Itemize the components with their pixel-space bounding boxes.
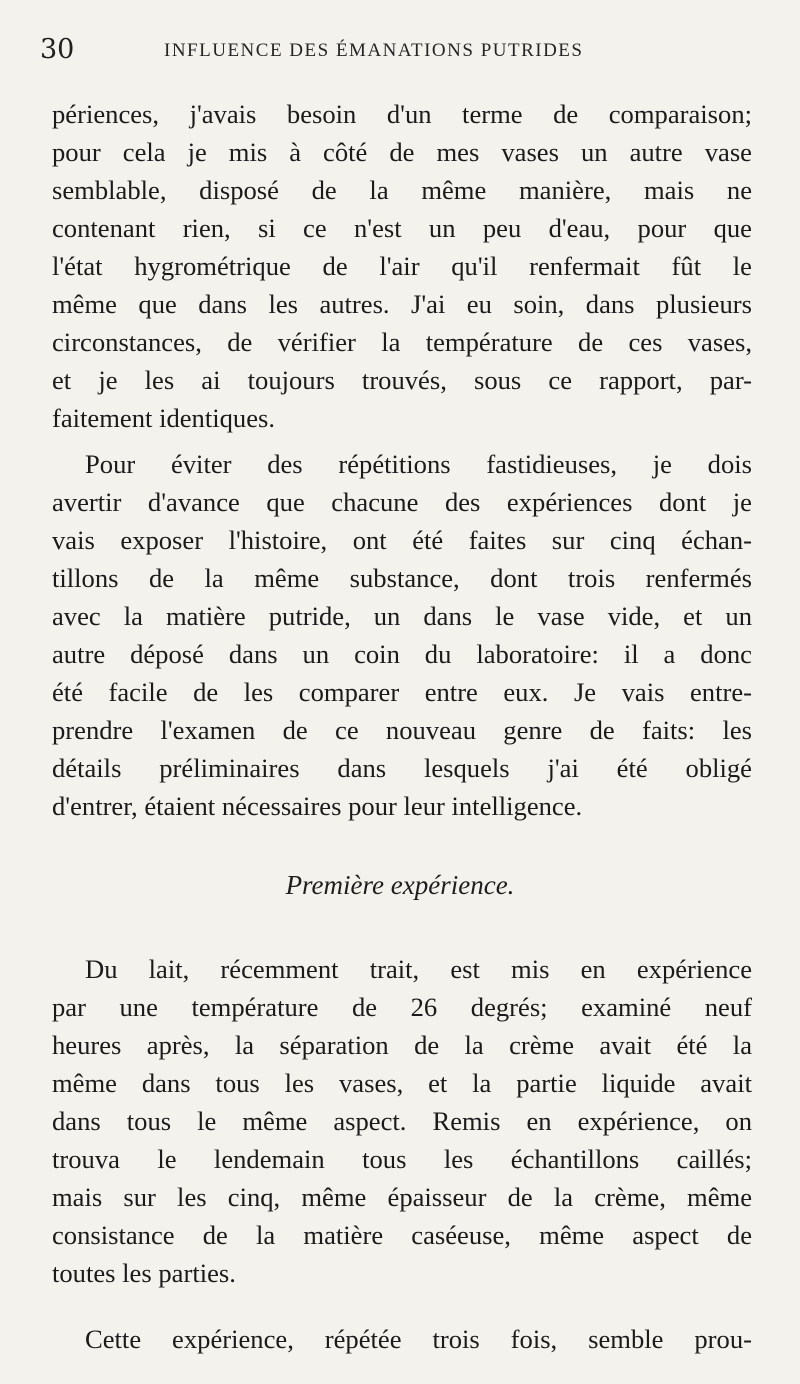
text-line: détails préliminaires dans lesquels j'ai été obligé <box>52 753 752 783</box>
text-line: Cette expérience, répétée trois fois, semble prou- <box>85 1324 752 1354</box>
text-line: mais sur les cinq, même épaisseur de la crème, même <box>52 1182 752 1212</box>
text-line: même que dans les autres. J'ai eu soin, dans plusieurs <box>52 289 752 319</box>
paragraph-1 <box>52 95 752 437</box>
text-line: heures après, la séparation de la crème avait été la <box>52 1030 752 1060</box>
paragraph-2 <box>52 445 752 825</box>
text-line: périences, j'avais besoin d'un terme de comparaison; <box>52 99 752 129</box>
text-line: trouva le lendemain tous les échantillons caillés; <box>52 1144 752 1174</box>
text-line: l'état hygrométrique de l'air qu'il renfermait fût le <box>52 251 752 281</box>
section-heading: Première expérience. <box>285 870 515 900</box>
text-line: par une température de 26 degrés; examiné neuf <box>52 992 752 1022</box>
text-line: avertir d'avance que chacune des expériences dont je <box>52 487 752 517</box>
text-line: et je les ai toujours trouvés, sous ce rapport, par- <box>52 365 752 395</box>
paragraph-3 <box>52 950 752 1292</box>
text-line: dans tous le même aspect. Remis en expérience, on <box>52 1106 752 1136</box>
text-line: toutes les parties. <box>52 1258 236 1288</box>
text-line: Pour éviter des répétitions fastidieuses, je dois <box>85 449 752 479</box>
text-line: faitement identiques. <box>52 403 276 433</box>
paragraph-4 <box>52 1320 752 1358</box>
text-line: consistance de la matière caséeuse, même aspect de <box>52 1220 752 1250</box>
text-line: autre déposé dans un coin du laboratoire: il a donc <box>52 639 752 669</box>
text-line: semblable, disposé de la même manière, mais ne <box>52 175 752 205</box>
text-line: avec la matière putride, un dans le vase vide, et un <box>52 601 752 631</box>
running-title: INFLUENCE DES ÉMANATIONS PUTRIDES <box>164 40 584 61</box>
text-line: contenant rien, si ce n'est un peu d'eau, pour que <box>52 213 752 243</box>
text-line: circonstances, de vérifier la température de ces vases, <box>52 327 752 357</box>
text-line: vais exposer l'histoire, ont été faites sur cinq échan- <box>52 525 752 555</box>
text-line: été facile de les comparer entre eux. Je vais entre- <box>52 677 752 707</box>
text-line: même dans tous les vases, et la partie liquide avait <box>52 1068 752 1098</box>
text-line: d'entrer, étaient nécessaires pour leur intelligence. <box>52 791 583 821</box>
text-line: tillons de la même substance, dont trois renfermés <box>52 563 752 593</box>
text-line: prendre l'examen de ce nouveau genre de faits: les <box>52 715 752 745</box>
text-line: Du lait, récemment trait, est mis en expérience <box>85 954 752 984</box>
page-number: 30 <box>40 34 75 65</box>
text-line: pour cela je mis à côté de mes vases un autre vase <box>52 137 752 167</box>
